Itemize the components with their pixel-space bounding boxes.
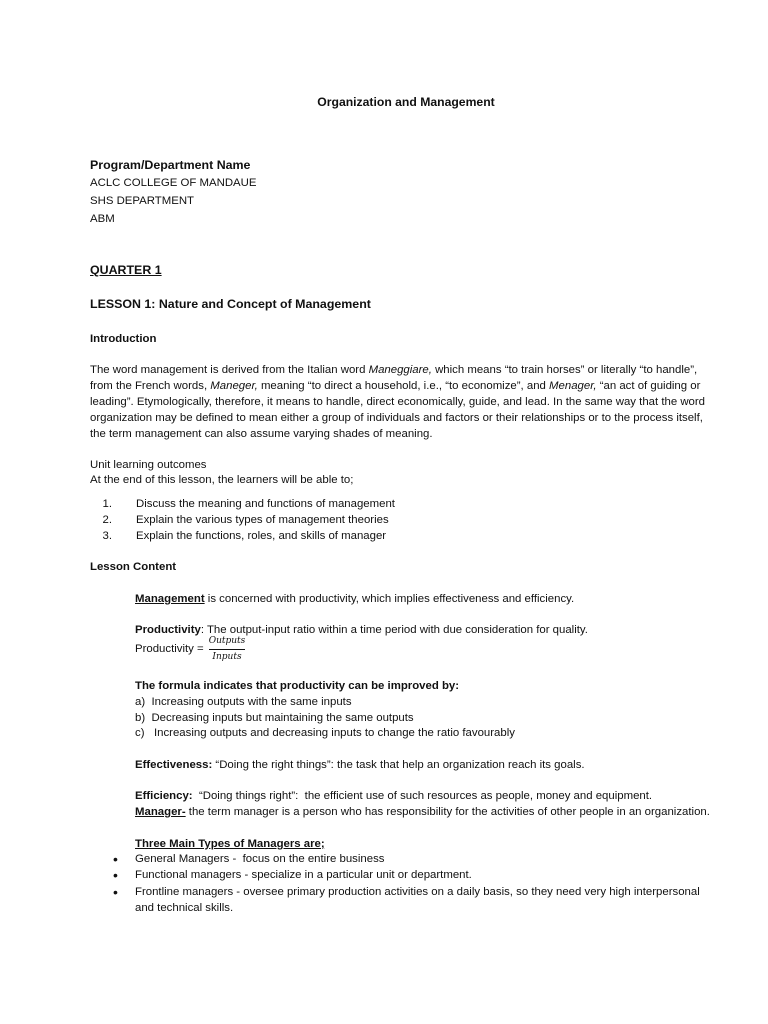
program-line: ACLC COLLEGE OF MANDAUE bbox=[90, 177, 257, 189]
fraction-numerator: Outputs bbox=[208, 636, 246, 646]
bullet-icon: • bbox=[113, 851, 118, 867]
outcomes-heading: Unit learning outcomes bbox=[90, 459, 207, 471]
definition-text: : The output-input ratio within a time period with due consideration for quality. bbox=[200, 624, 588, 636]
manager-definition bbox=[135, 804, 710, 820]
list-number: 3. bbox=[102, 530, 112, 542]
improve-heading: The formula indicates that productivity can be improved by: bbox=[135, 680, 460, 692]
management-definition bbox=[135, 591, 574, 607]
bullet-icon: • bbox=[113, 884, 118, 900]
introduction-heading: Introduction bbox=[90, 333, 157, 345]
productivity-fraction bbox=[207, 636, 247, 662]
list-number: 2. bbox=[102, 514, 112, 526]
list-text: Functional managers - specialize in a particular unit or department. bbox=[135, 869, 472, 881]
intro-term: Maneger, bbox=[210, 380, 258, 392]
document-title: Organization and Management bbox=[317, 95, 495, 109]
intro-text: The word management is derived from the Italian word bbox=[90, 364, 369, 376]
outcomes-intro: At the end of this lesson, the learners will be able to; bbox=[90, 474, 354, 486]
productivity-definition bbox=[135, 622, 588, 638]
list-text: Discuss the meaning and functions of management bbox=[136, 498, 395, 510]
list-item: c) Increasing outputs and decreasing inputs to change the ratio favourably bbox=[135, 727, 515, 739]
intro-text: which means “to train horses” or literally “to handle”, bbox=[431, 364, 698, 376]
definition-text: “Doing the right things”: the task that help an organization reach its goals. bbox=[212, 759, 585, 771]
effectiveness-definition bbox=[135, 757, 585, 773]
definition-term: Efficiency: bbox=[135, 790, 193, 802]
definition-text: the term manager is a person who has responsibility for the activities of other people in an organization. bbox=[185, 806, 710, 818]
list-item: b) Decreasing inputs but maintaining the same outputs bbox=[135, 712, 414, 724]
list-item bbox=[0, 851, 768, 867]
list-number: 1. bbox=[102, 498, 112, 510]
list-item bbox=[90, 512, 590, 528]
bullet-icon: • bbox=[113, 867, 118, 883]
efficiency-definition bbox=[135, 788, 652, 804]
program-line: SHS DEPARTMENT bbox=[90, 195, 195, 207]
list-item bbox=[0, 867, 768, 883]
list-text: General Managers - focus on the entire business bbox=[135, 853, 385, 865]
lesson-title: LESSON 1: Nature and Concept of Management bbox=[90, 297, 371, 311]
definition-text: “Doing things right”: the efficient use of such resources as people, money and equipment. bbox=[192, 790, 653, 802]
program-line: ABM bbox=[90, 213, 115, 225]
fraction-bar bbox=[209, 649, 245, 650]
intro-text: meaning “to direct a household, i.e., “to economize”, and bbox=[257, 380, 550, 392]
program-heading: Program/Department Name bbox=[90, 158, 251, 172]
list-item bbox=[90, 528, 590, 544]
list-text: Frontline managers - oversee primary production activities on a daily basis, so they need very high interpersonal bbox=[135, 886, 700, 898]
intro-line bbox=[90, 362, 697, 378]
manager-types-heading: Three Main Types of Managers are; bbox=[135, 838, 325, 850]
productivity-formula-lhs: Productivity = bbox=[135, 643, 204, 655]
intro-text: “an act of guiding or bbox=[596, 380, 701, 392]
definition-term: Manager- bbox=[135, 806, 186, 818]
intro-term: Menager, bbox=[549, 380, 597, 392]
list-text: Explain the functions, roles, and skills of manager bbox=[136, 530, 387, 542]
list-item: a) Increasing outputs with the same inputs bbox=[135, 696, 352, 708]
definition-text: is concerned with productivity, which implies effectiveness and efficiency. bbox=[204, 593, 575, 605]
list-item bbox=[0, 884, 768, 900]
intro-line: leading”. Etymologically, therefore, it means to handle, direct economically, guide, and lead. In the same way that the word bbox=[90, 396, 706, 408]
intro-term: Maneggiare, bbox=[368, 364, 432, 376]
intro-line: the term management can also assume varying shades of meaning. bbox=[90, 428, 433, 440]
list-text-continuation: and technical skills. bbox=[135, 902, 234, 914]
definition-term: Effectiveness: bbox=[135, 759, 213, 771]
intro-line: organization may be defined to mean either a group of individuals and factors or their relationships or to the process itself, bbox=[90, 412, 703, 424]
intro-line bbox=[90, 378, 700, 394]
list-item bbox=[90, 496, 590, 512]
fraction-denominator: Inputs bbox=[212, 652, 242, 662]
intro-text: from the French words, bbox=[90, 380, 211, 392]
lesson-content-heading: Lesson Content bbox=[90, 561, 177, 573]
definition-term: Management bbox=[135, 593, 205, 605]
quarter-heading: QUARTER 1 bbox=[90, 263, 162, 277]
definition-term: Productivity bbox=[135, 624, 201, 636]
list-text: Explain the various types of management theories bbox=[136, 514, 389, 526]
